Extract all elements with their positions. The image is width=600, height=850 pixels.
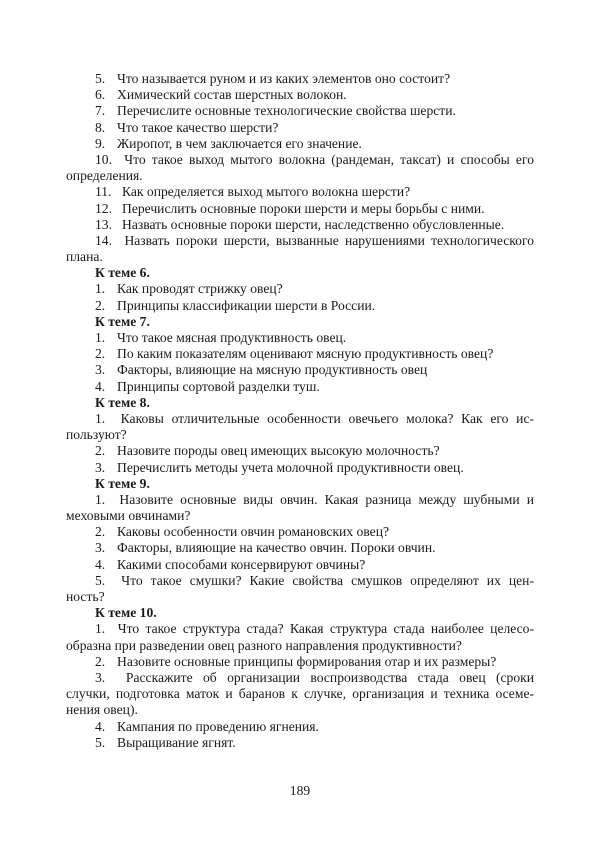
item-text: Что такое выход мытого волокна (рандеман, таксат) и способы его (124, 151, 534, 167)
section-heading: К теме 10. (95, 605, 157, 621)
item-text: Назовите породы овец имеющих высокую молочность? (117, 443, 440, 459)
item-text: Принципы классификации шерсти в России. (117, 297, 376, 313)
item-number: 14. (95, 232, 125, 248)
item-number: 11. (95, 184, 112, 200)
item-number: 9. (95, 135, 106, 151)
question-item (66, 719, 534, 735)
text-line (66, 362, 534, 378)
item-text: Перечислить основные пороки шерсти и меры борьбы с ними. (122, 200, 485, 216)
item-text: Перечислите основные технологические свойства шерсти. (117, 103, 456, 119)
item-number: 8. (95, 119, 106, 135)
text-line (66, 573, 534, 589)
text-line (66, 719, 534, 735)
item-text: случки, подготовка маток и баранов к случке, организация и техника осеме- (66, 686, 534, 702)
item-number: 1. (95, 330, 106, 345)
question-item (66, 136, 534, 152)
text-line (66, 460, 534, 476)
question-item (66, 71, 534, 87)
item-text: образна при разведении овец разного направления продуктивности? (66, 637, 462, 653)
item-text: ность? (66, 589, 105, 604)
question-item (66, 201, 534, 217)
question-item (66, 362, 534, 378)
text-line (66, 621, 534, 637)
text-line (66, 670, 534, 686)
question-item (66, 443, 534, 459)
question-item (66, 557, 534, 573)
item-number: 5. (95, 734, 106, 750)
item-number: 1. (95, 281, 106, 297)
item-text: Химический состав шерстных волокон. (117, 87, 347, 103)
document-body (66, 71, 534, 751)
text-line (66, 201, 534, 217)
section-heading: К теме 6. (95, 265, 150, 281)
item-text: Как проводят стрижку овец? (117, 281, 283, 297)
item-text: Что такое смушки? Какие свойства смушков определяют их цен- (121, 572, 534, 588)
item-number: 4. (95, 556, 106, 572)
item-number: 4. (95, 378, 106, 394)
item-number: 3. (95, 669, 126, 685)
text-line (66, 427, 534, 443)
text-line (66, 492, 534, 508)
item-number: 2. (95, 524, 106, 540)
text-line (66, 540, 534, 556)
question-item (66, 120, 534, 136)
item-text: Перечислить методы учета молочной продуктивности овец. (117, 459, 464, 475)
text-line (66, 168, 534, 184)
text-line (66, 330, 534, 346)
question-item (66, 346, 534, 362)
item-text: По каким показателям оценивают мясную продуктивность овец? (117, 346, 494, 362)
item-number: 7. (95, 103, 106, 119)
item-number: 12. (95, 200, 112, 216)
text-line (66, 281, 534, 297)
item-text: Выращивание ягнят. (117, 734, 236, 750)
question-item (66, 621, 534, 653)
text-line (66, 702, 534, 718)
text-line (66, 152, 534, 168)
item-number: 6. (95, 87, 106, 103)
question-item (66, 330, 534, 346)
item-text: Расскажите об организации воспроизводства стада овец (сроки (125, 669, 534, 685)
text-line (66, 136, 534, 152)
item-number: 4. (95, 718, 106, 734)
question-item (66, 184, 534, 200)
text-line (66, 686, 534, 702)
question-item (66, 670, 534, 719)
text-line (66, 184, 534, 200)
text-line (66, 735, 534, 751)
text-line (66, 638, 534, 654)
question-item (66, 379, 534, 395)
item-number: 1. (95, 491, 120, 507)
text-line (66, 557, 534, 573)
text-line (66, 233, 534, 249)
question-item (66, 152, 534, 184)
question-item (66, 492, 534, 524)
item-text: плана. (66, 249, 103, 265)
item-text: Назовите основные виды овчин. Какая разница между шубными и (119, 491, 534, 507)
item-number: 5. (95, 572, 122, 588)
question-item (66, 411, 534, 443)
item-text: Как определяется выход мытого волокна шерсти? (122, 184, 411, 200)
item-number: 5. (95, 71, 106, 86)
item-text: Факторы, влияющие на мясную продуктивность овец (117, 362, 428, 378)
item-text: Каковы отличительные особенности овечьего молока? Как его ис- (120, 410, 534, 426)
question-item (66, 540, 534, 556)
item-text: Что называется руном и из каких элементов оно состоит? (117, 71, 451, 86)
item-number: 3. (95, 362, 106, 378)
item-number: 3. (95, 540, 106, 556)
question-item (66, 460, 534, 476)
item-number: 2. (95, 653, 106, 669)
section-heading: К теме 8. (95, 394, 150, 410)
text-line (66, 589, 534, 605)
question-item (66, 103, 534, 119)
text-line (66, 120, 534, 136)
item-number: 2. (95, 443, 106, 459)
item-text: Жиропот, в чем заключается его значение. (117, 135, 362, 151)
question-item (66, 524, 534, 540)
item-text: Принципы сортовой разделки туш. (117, 378, 320, 394)
text-line (66, 217, 534, 233)
text-line (66, 87, 534, 103)
section-heading: К теме 7. (95, 313, 150, 329)
item-text: определения. (66, 168, 143, 184)
item-text: Факторы, влияющие на качество овчин. Пороки овчин. (117, 540, 436, 556)
item-text: Назвать пороки шерсти, вызванные нарушениями технологического (124, 232, 534, 248)
text-line (66, 411, 534, 427)
item-number: 3. (95, 459, 106, 475)
question-item (66, 654, 534, 670)
item-text: Какими способами консервируют овчины? (117, 556, 366, 572)
item-text: Что такое структура стада? Какая структура стада наиболее целесо- (117, 621, 534, 637)
text-line (66, 298, 534, 314)
question-item (66, 217, 534, 233)
item-text: Что такое мясная продуктивность овец. (117, 330, 347, 345)
item-number: 1. (95, 410, 121, 426)
question-item (66, 735, 534, 751)
item-text: Что такое качество шерсти? (117, 119, 279, 135)
section-heading: К теме 9. (95, 475, 150, 491)
item-text: нения овец). (66, 702, 138, 718)
question-item (66, 87, 534, 103)
text-line (66, 379, 534, 395)
item-number: 10. (95, 151, 125, 167)
item-number: 1. (95, 621, 118, 637)
text-line (66, 508, 534, 524)
text-line (66, 249, 534, 265)
question-item (66, 233, 534, 265)
item-text: пользуют? (66, 427, 127, 443)
item-text: Назовите основные принципы формирования отар и их размеры? (117, 653, 497, 669)
item-text: Каковы особенности овчин романовских овец? (117, 524, 390, 540)
text-line (66, 71, 534, 87)
text-line (66, 443, 534, 459)
item-number: 2. (95, 297, 106, 313)
question-item (66, 573, 534, 605)
question-item (66, 281, 534, 297)
page-number: 189 (289, 783, 311, 798)
text-line (66, 654, 534, 670)
item-number: 13. (95, 216, 112, 232)
text-line (66, 346, 534, 362)
item-text: Кампания по проведению ягнения. (117, 718, 319, 734)
text-line (66, 524, 534, 540)
text-line (66, 103, 534, 119)
question-item (66, 298, 534, 314)
item-text: Назвать основные пороки шерсти, наследственно обусловленные. (122, 216, 505, 232)
item-number: 2. (95, 346, 106, 362)
item-text: меховыми овчинами? (66, 508, 191, 524)
